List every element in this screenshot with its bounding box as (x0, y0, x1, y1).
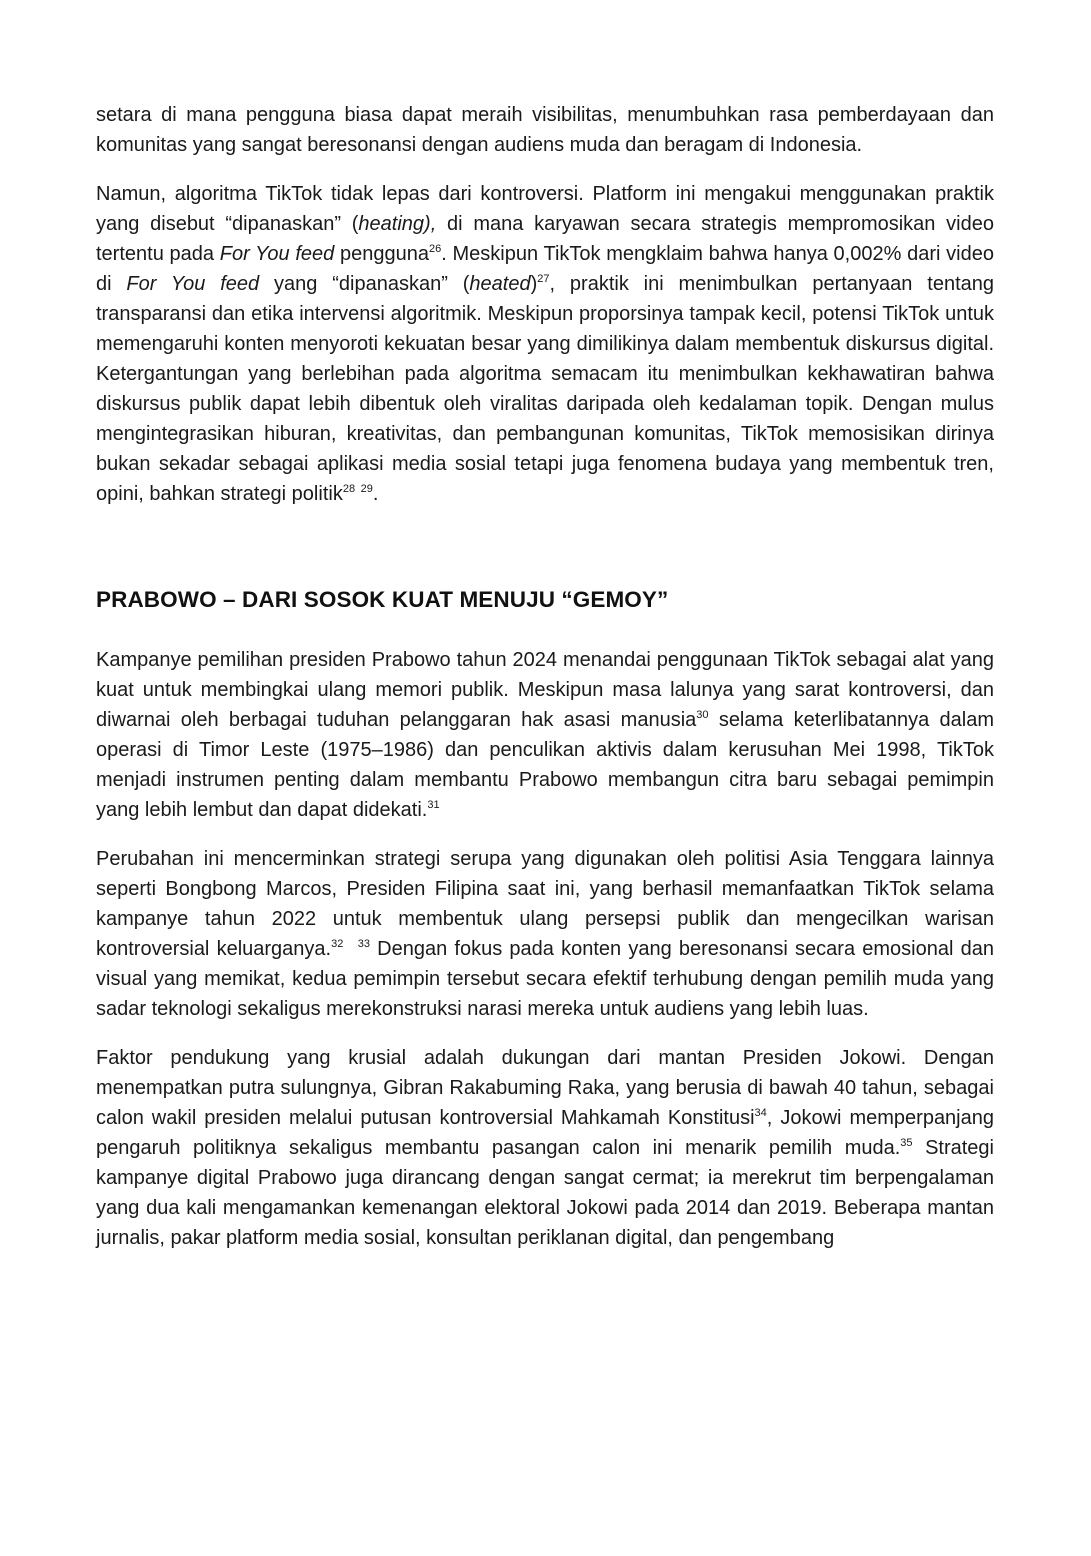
text-run: . Meskipun TikTok mengklaim bahwa hanya 0,002% dari video di (96, 243, 994, 295)
text-run: pengguna (334, 243, 429, 265)
text-run: , praktik ini menimbulkan pertanyaan tentang transparansi dan etika intervensi algoritmik. Meskipun proporsinya tampak kecil, potensi TikTok untuk memengaruhi konten menyoroti kekuatan besar yang dimilikinya dalam membentuk diskursus digital. Ketergantungan yang berlebihan pada algoritma semacam itu menimbulkan kekhawatiran bahwa diskursus publik dapat lebih dibentuk oleh viralitas daripada oleh kedalaman topik. Dengan mulus mengintegrasikan hiburan, kreativitas, dan pembangunan komunitas, TikTok memosisikan dirinya bukan sekadar sebagai aplikasi media sosial tetapi juga fenomena budaya yang membentuk tren, opini, bahkan strategi politik (96, 273, 994, 505)
footnote-ref-32[interactable]: 32 (331, 938, 344, 950)
italic-run: For You feed (219, 243, 335, 265)
footnote-ref-28[interactable]: 28 (342, 483, 356, 495)
text-run: ) (530, 273, 538, 295)
paragraph-intro-continuation: setara di mana pengguna biasa dapat meraih visibilitas, menumbuhkan rasa pemberdayaan dan komunitas yang sangat beresonansi dengan audiens muda dan beragam di Indonesia. (96, 104, 994, 156)
text-run: Kampanye pemilihan presiden Prabowo tahun 2024 menandai penggunaan TikTok sebagai alat yang kuat untuk membingkai ulang memori publik. Meskipun masa lalunya yang sarat kontroversi, dan diwarnai oleh berbagai tuduhan pelanggaran hak asasi manusia (96, 649, 994, 731)
section-heading: PRABOWO – DARI SOSOK KUAT MENUJU “GEMOY” (96, 587, 669, 612)
footnote-ref-27[interactable]: 27 (537, 273, 550, 285)
text-run: selama keterlibatannya dalam operasi di Timor Leste (1975–1986) dan penculikan aktivis dalam kerusuhan Mei 1998, TikTok menjadi instrumen penting dalam membantu Prabowo membangun citra baru sebagai pemimpin yang lebih lembut dan dapat didekati. (96, 709, 994, 821)
footnote-ref-35[interactable]: 35 (900, 1137, 913, 1149)
paragraph-tiktok-heating (96, 179, 994, 509)
footnote-ref-26[interactable]: 26 (428, 243, 442, 255)
footnote-ref-33[interactable]: 33 (357, 938, 370, 950)
text-run: Dengan fokus pada konten yang beresonansi secara emosional dan visual yang memikat, kedua pemimpin tersebut secara efektif terhubung dengan pemilih muda yang sadar teknologi sekaligus merekonstruksi narasi mereka untuk audiens yang lebih luas. (96, 938, 994, 1020)
footnote-ref-34[interactable]: 34 (754, 1107, 767, 1119)
text-run: Strategi kampanye digital Prabowo juga dirancang dengan sangat cermat; ia merekrut tim berpengalaman yang dua kali mengamankan kemenangan elektoral Jokowi pada 2014 dan 2019. Beberapa mantan jurnalis, pakar platform media sosial, konsultan periklanan digital, dan pengembang (96, 1137, 995, 1249)
italic-run: heated (469, 273, 531, 295)
text-run: yang “dipanaskan” ( (259, 273, 470, 295)
italic-run: For You feed (126, 273, 260, 295)
footnote-ref-30[interactable]: 30 (696, 709, 709, 721)
text-run: di mana karyawan secara strategis mempromosikan video tertentu pada (96, 213, 994, 265)
text-run: Faktor pendukung yang krusial adalah dukungan dari mantan Presiden Jokowi. Dengan menempatkan putra sulungnya, Gibran Rakabuming Raka, yang berusia di bawah 40 tahun, sebagai calon wakil presiden melalui putusan kontroversial Mahkamah Konstitusi (96, 1047, 994, 1129)
document-page (96, 100, 994, 1253)
text-run: . (372, 483, 379, 505)
text-run: , Jokowi memperpanjang pengaruh politiknya sekaligus membantu pasangan calon ini menarik pemilih muda. (96, 1107, 994, 1159)
italic-run: heating), (358, 213, 437, 235)
footnote-ref-31[interactable]: 31 (427, 799, 440, 811)
paragraph-marcos-comparison (96, 844, 994, 1024)
text-run: Perubahan ini mencerminkan strategi serupa yang digunakan oleh politisi Asia Tenggara lainnya seperti Bongbong Marcos, Presiden Filipina saat ini, yang berhasil memanfaatkan TikTok selama kampanye tahun 2022 untuk membentuk ulang persepsi publik dan mengecilkan warisan kontroversial keluarganya. (96, 848, 994, 960)
paragraph-prabowo-campaign (96, 645, 994, 825)
text-run: Namun, algoritma TikTok tidak lepas dari kontroversi. Platform ini mengakui menggunakan praktik yang disebut “dipanaskan” ( (96, 183, 994, 235)
paragraph-jokowi-support (96, 1043, 994, 1253)
footnote-ref-29[interactable]: 29 (360, 483, 373, 495)
